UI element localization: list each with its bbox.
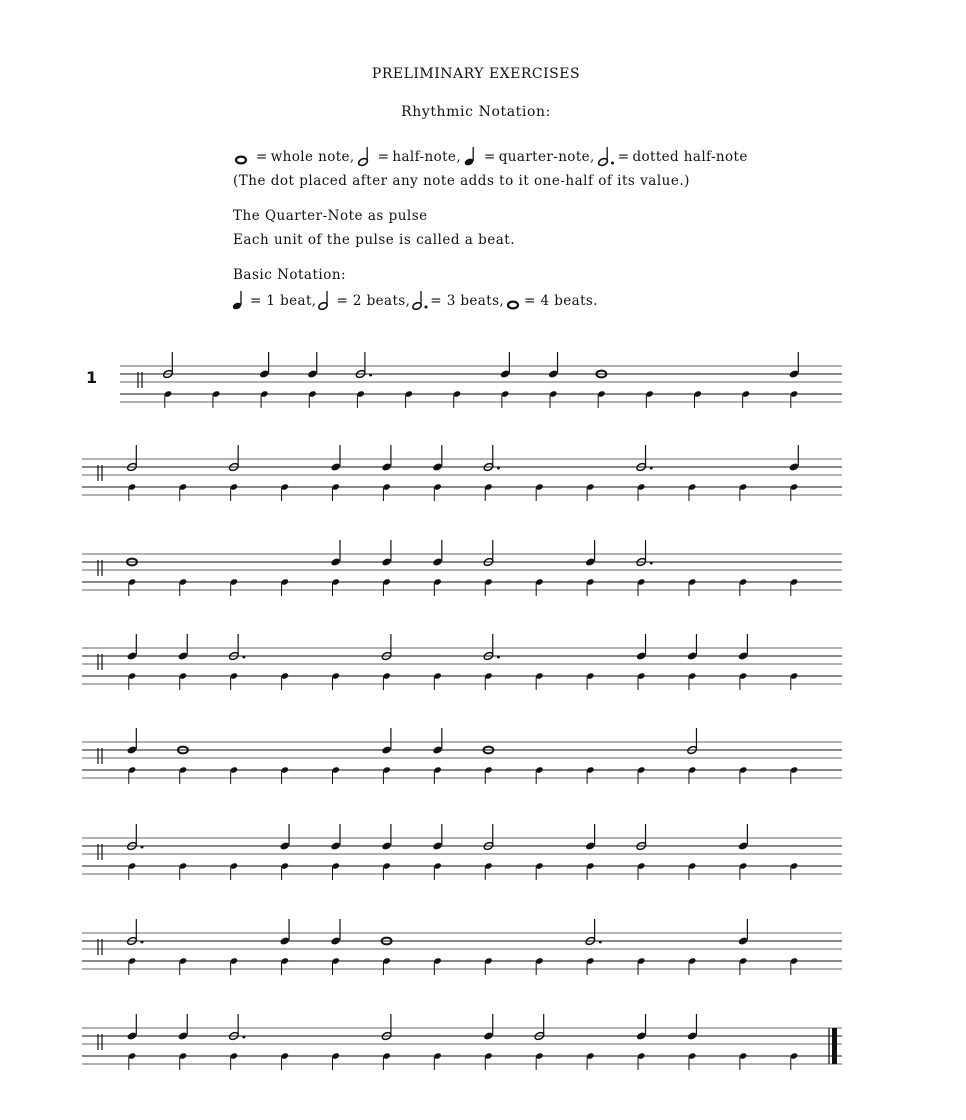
augmentation-dot (650, 562, 653, 565)
augmentation-dot (497, 656, 500, 659)
whole-beats: = 4 beats. (524, 293, 598, 309)
pulse-heading: The Quarter-Note as pulse (233, 208, 428, 224)
augmentation-dot (599, 941, 602, 944)
augmentation-dot (141, 941, 144, 944)
half-beats: = 2 beats, (336, 293, 411, 309)
legend-equals: = (377, 149, 390, 165)
final-barline-thick (832, 1028, 837, 1064)
quarter-beats: = 1 beat, (250, 293, 317, 309)
legend-whole-label: whole note, (270, 149, 355, 165)
exercise-number: 1 (86, 368, 98, 387)
dot-explanation: (The dot placed after any note adds to it one-half of its value.) (233, 173, 690, 189)
legend-half-label: half-note, (392, 149, 462, 165)
augmentation-dot (369, 374, 372, 377)
augmentation-dot (650, 467, 653, 470)
augmentation-dot (497, 467, 500, 470)
pulse-text: Each unit of the pulse is called a beat. (233, 232, 515, 248)
page-subtitle: Rhythmic Notation: (401, 104, 551, 120)
legend-dotted-half-label: dotted half-note (632, 149, 748, 165)
dotted-half-beats: = 3 beats, (430, 293, 505, 309)
augmentation-dot (141, 846, 144, 849)
legend-equals: = (617, 149, 630, 165)
legend-equals: = (256, 149, 268, 165)
page-title: PRELIMINARY EXERCISES (371, 66, 581, 82)
augmentation-dot (242, 1036, 245, 1039)
basic-notation-heading: Basic Notation: (233, 267, 347, 283)
legend-equals: = (484, 149, 496, 165)
augmentation-dot (242, 656, 245, 659)
legend-quarter-label: quarter-note, (498, 149, 595, 165)
